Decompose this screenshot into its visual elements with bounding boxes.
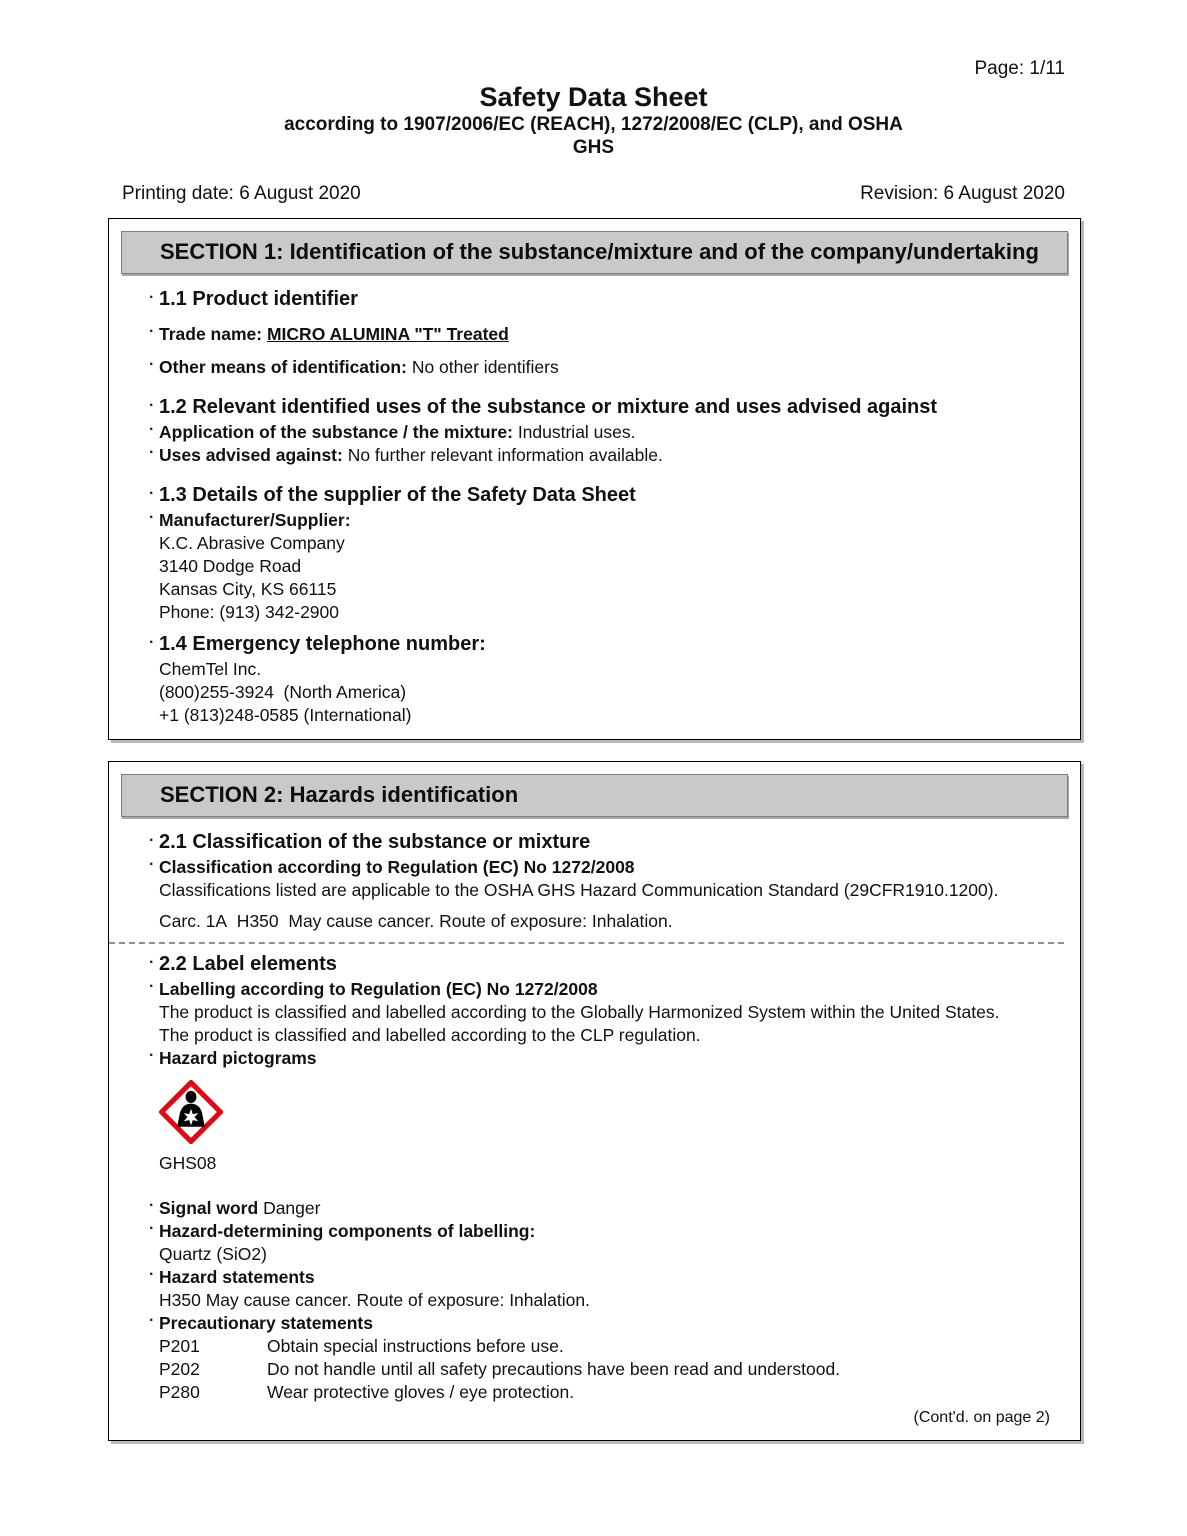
- precautionary-text: Do not handle until all safety precautions have been read and understood.: [267, 1359, 841, 1379]
- document-subtitle-ghs: GHS: [572, 137, 615, 158]
- application-value: Industrial uses.: [517, 422, 636, 442]
- precautionary-item: [109, 1335, 1064, 1358]
- manufacturer-label: Manufacturer/Supplier:: [159, 510, 351, 530]
- continued-note: (Cont'd. on page 2): [913, 1409, 1050, 1426]
- page-header: [122, 0, 1065, 205]
- classification-text: Classifications listed are applicable to the OSHA GHS Hazard Communication Standard (29CFR1910.1200).: [159, 880, 999, 900]
- other-means-label: Other means of identification:: [159, 357, 407, 377]
- subsection-1-2-title: · 1.2 Relevant identified uses of the substance or mixture and uses advised against: [109, 395, 1064, 419]
- subsection-1-1-title: · 1.1 Product identifier: [109, 287, 1064, 311]
- dashed-divider: [109, 942, 1064, 944]
- hazard-statements-line: [109, 1266, 1064, 1289]
- precautionary-code: P202: [159, 1359, 200, 1379]
- emergency-phone-intl: +1 (813)248-0585 (International): [159, 705, 412, 725]
- hazard-pictograms-line: [109, 1047, 1064, 1070]
- section-1-content: [109, 274, 1080, 739]
- ghs08-code-label: GHS08: [159, 1153, 217, 1173]
- labelling-reg-label: Labelling according to Regulation (EC) No 1272/2008: [159, 979, 598, 999]
- manufacturer-label-line: [109, 509, 1064, 532]
- printing-date: Printing date: 6 August 2020: [122, 183, 361, 204]
- precautionary-code: P280: [159, 1382, 200, 1402]
- section-2-content: [109, 817, 1080, 1440]
- emergency-company: ChemTel Inc.: [159, 659, 262, 679]
- manufacturer-name: K.C. Abrasive Company: [159, 533, 345, 553]
- trade-name-line: [109, 323, 1064, 346]
- application-line: [109, 421, 1064, 444]
- hazard-determining-label: Hazard-determining components of labelling:: [159, 1221, 536, 1241]
- precautionary-text: Obtain special instructions before use.: [267, 1336, 564, 1356]
- signal-word-label: Signal word: [159, 1198, 259, 1218]
- document-subtitle: according to 1907/2006/EC (REACH), 1272/2008/EC (CLP), and OSHA: [284, 114, 903, 135]
- emergency-phone-na: (800)255-3924 (North America): [159, 682, 407, 702]
- section-1-header: SECTION 1: Identification of the substance/mixture and of the company/undertaking: [121, 231, 1068, 274]
- hazard-determining-line: [109, 1220, 1064, 1243]
- precautionary-text: Wear protective gloves / eye protection.: [267, 1382, 575, 1402]
- signal-word-line: [109, 1197, 1064, 1220]
- subsection-1-3-title: · 1.3 Details of the supplier of the Safety Data Sheet: [109, 483, 1064, 507]
- document-title: Safety Data Sheet: [479, 82, 708, 112]
- application-label: Application of the substance / the mixture:: [159, 422, 513, 442]
- section-1-box: [108, 218, 1081, 740]
- carc-classification-line: Carc. 1A H350 May cause cancer. Route of exposure: Inhalation.: [159, 911, 673, 931]
- precautionary-code: P201: [159, 1336, 200, 1356]
- hazard-determining-value: Quartz (SiO2): [159, 1244, 267, 1264]
- uses-advised-line: [109, 444, 1064, 467]
- subsection-2-1-title: · 2.1 Classification of the substance or mixture: [109, 830, 1064, 854]
- labelling-reg-line: [109, 978, 1064, 1001]
- hazard-statements-value: H350 May cause cancer. Route of exposure: Inhalation.: [159, 1290, 590, 1310]
- precautionary-item: [109, 1358, 1064, 1381]
- precautionary-statements-label: Precautionary statements: [159, 1313, 373, 1333]
- precautionary-item: [109, 1381, 1064, 1404]
- trade-name-value: MICRO ALUMINA "T" Treated: [266, 324, 509, 344]
- revision-date: Revision: 6 August 2020: [860, 183, 1065, 204]
- uses-advised-value: No further relevant information available.: [347, 445, 663, 465]
- other-means-value: No other identifiers: [411, 357, 559, 377]
- classification-reg-line: [109, 856, 1064, 879]
- trade-name-label: Trade name:: [159, 324, 263, 344]
- date-row: [122, 183, 1065, 205]
- section-2-header: SECTION 2: Hazards identification: [121, 774, 1068, 817]
- subsection-2-2-title: · 2.2 Label elements: [109, 952, 1064, 976]
- manufacturer-street: 3140 Dodge Road: [159, 556, 302, 576]
- labelling-text-ghs: The product is classified and labelled according to the Globally Harmonized System within the United States.: [159, 1002, 1000, 1022]
- other-means-line: [109, 356, 1064, 379]
- uses-advised-label: Uses advised against:: [159, 445, 343, 465]
- manufacturer-city: Kansas City, KS 66115: [159, 579, 337, 599]
- hazard-pictograms-label: Hazard pictograms: [159, 1048, 317, 1068]
- section-2-box: [108, 761, 1081, 1441]
- classification-reg-label: Classification according to Regulation (EC) No 1272/2008: [159, 857, 635, 877]
- subsection-1-4-title: · 1.4 Emergency telephone number:: [109, 632, 1064, 656]
- hazard-statements-label: Hazard statements: [159, 1267, 315, 1287]
- ghs08-health-hazard-icon: [159, 1080, 223, 1144]
- precautionary-statements-line: [109, 1312, 1064, 1335]
- labelling-text-clp: The product is classified and labelled according to the CLP regulation.: [159, 1025, 701, 1045]
- signal-word-value: Danger: [263, 1198, 321, 1218]
- page-number: Page: 1/11: [974, 58, 1065, 79]
- manufacturer-phone: Phone: (913) 342-2900: [159, 602, 339, 622]
